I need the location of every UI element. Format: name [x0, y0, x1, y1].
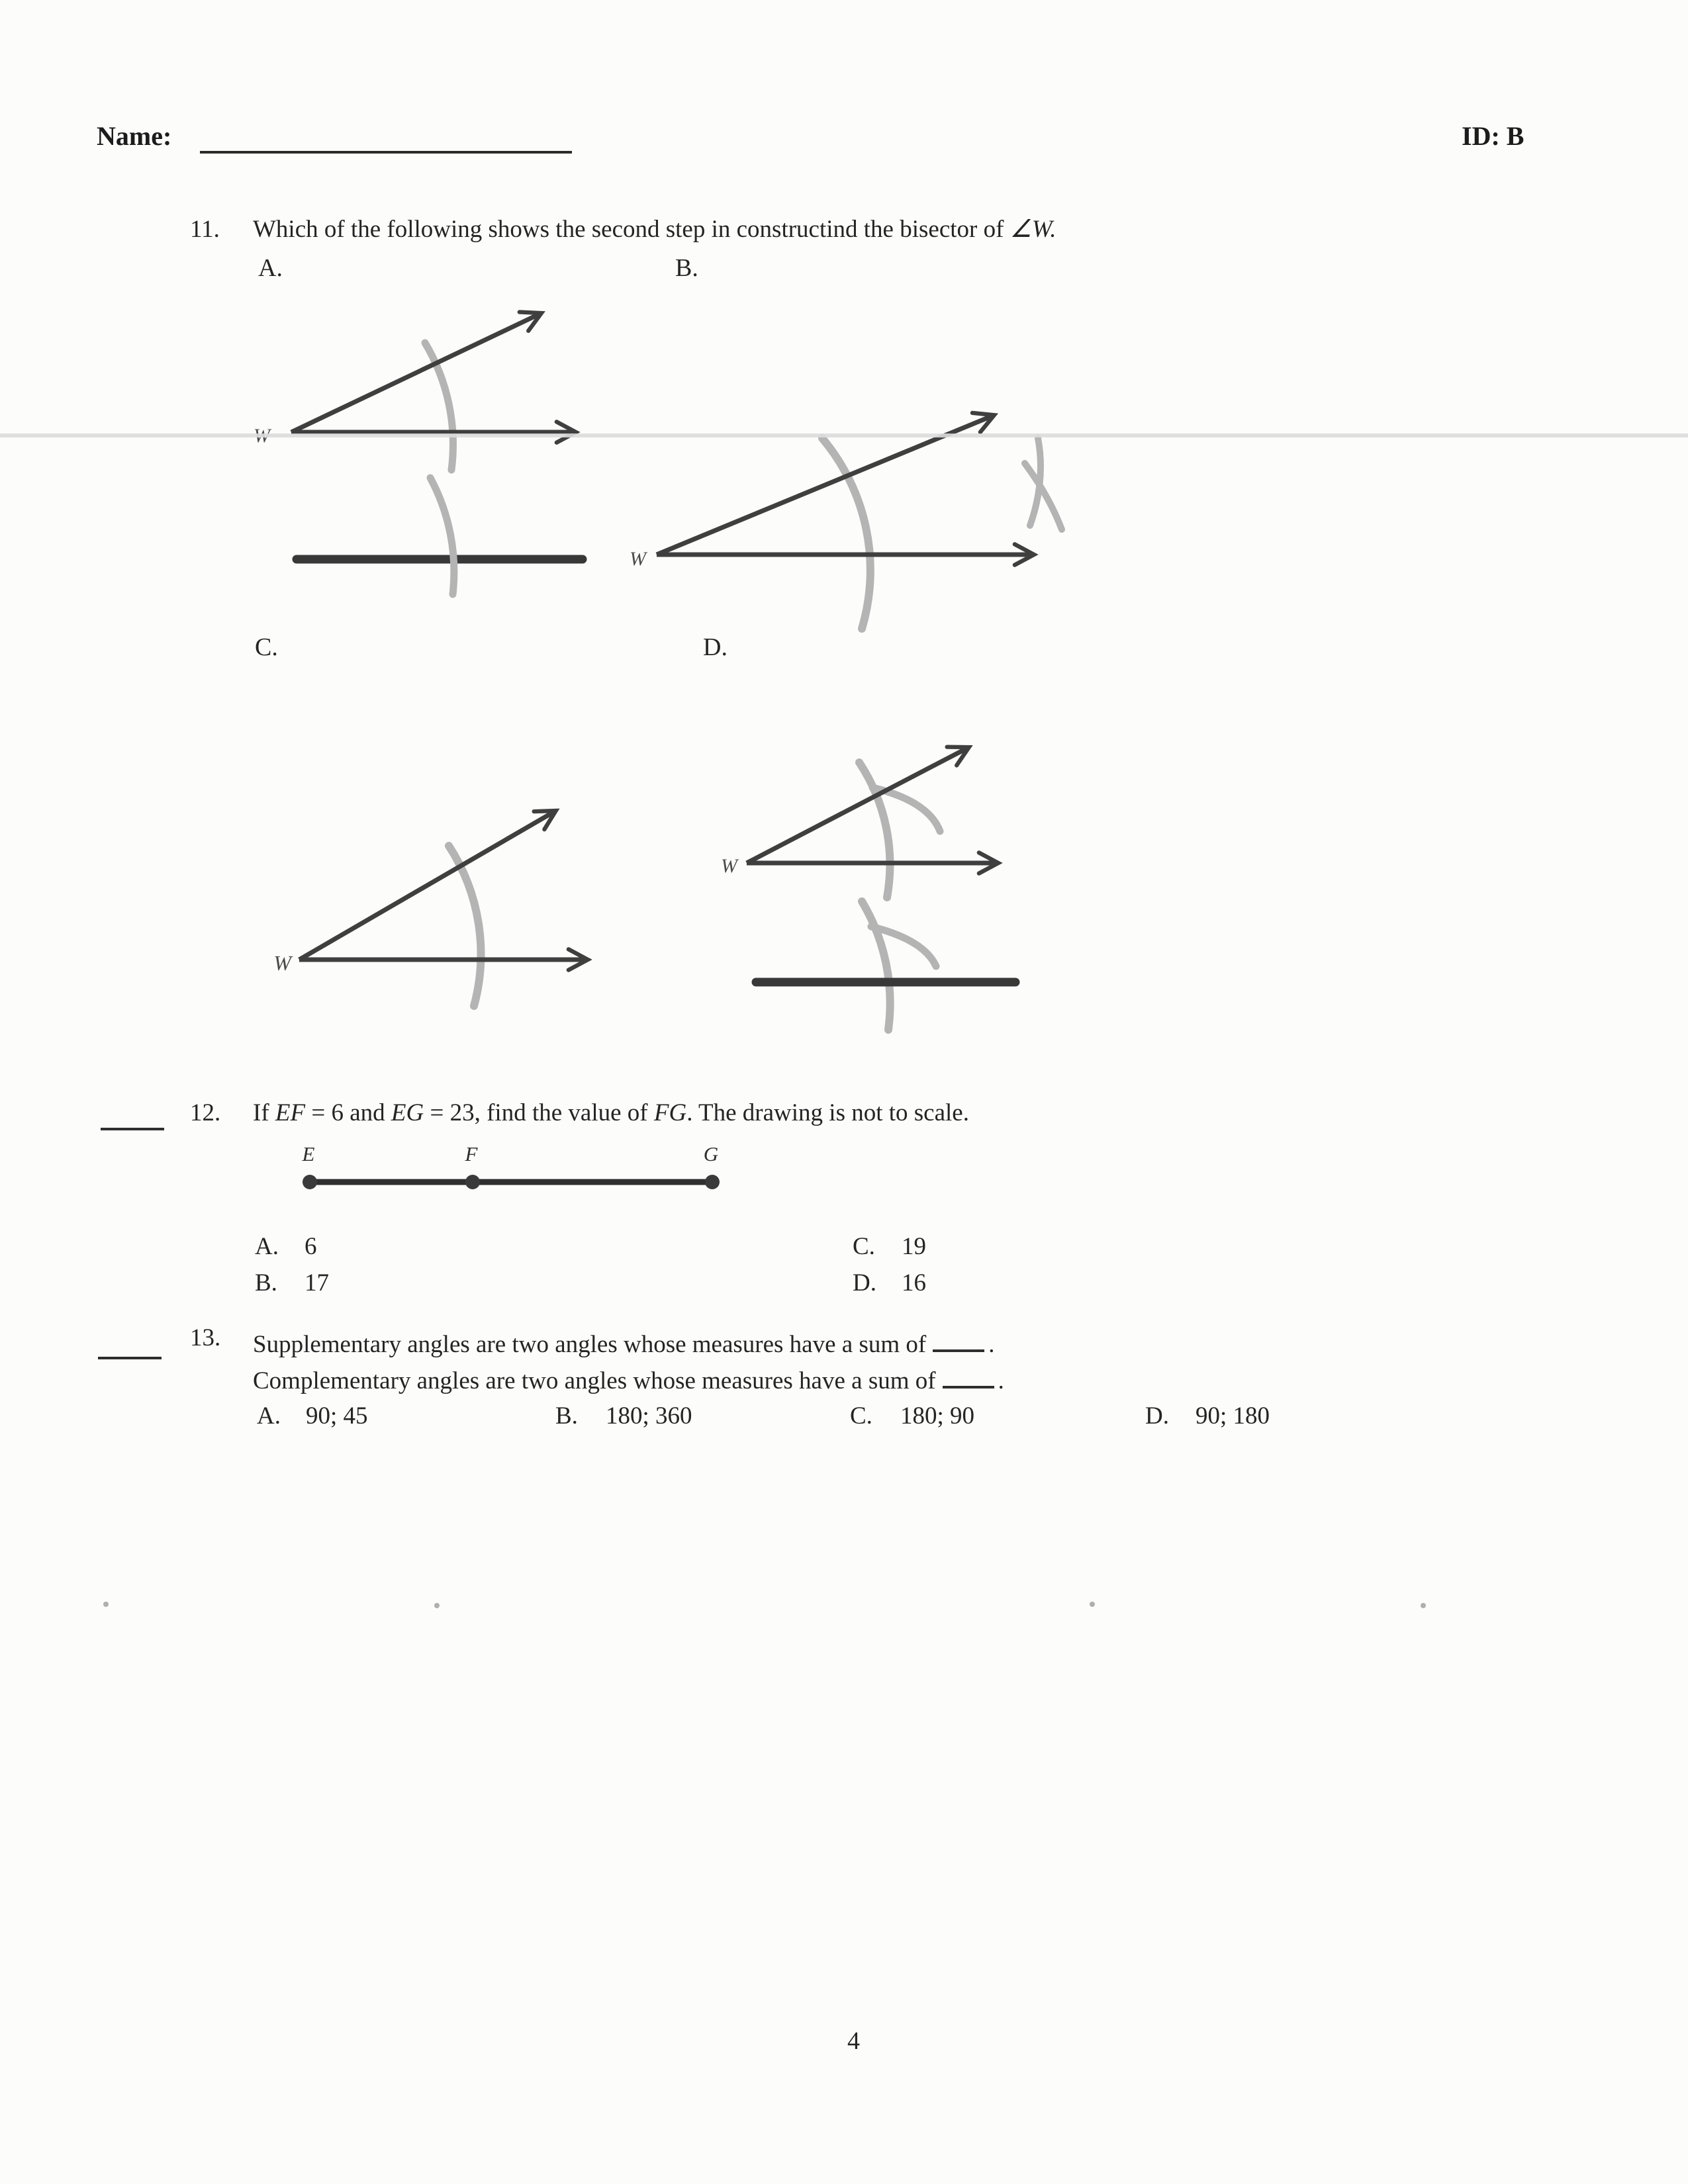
q12-option-a-label: A. [255, 1233, 279, 1260]
q13-option-c-value: 180; 90 [900, 1402, 975, 1430]
q12-text-part: If [253, 1099, 275, 1126]
figure-b-arc [822, 438, 870, 629]
q12-point-e [303, 1175, 317, 1189]
figure-b-vertex-label: W [630, 548, 646, 570]
figure-d-vertex-label: W [721, 855, 737, 877]
scan-speckles [103, 1602, 1426, 1608]
page-number: 4 [847, 2027, 860, 2055]
figure-a-vertex-label: W [254, 425, 270, 447]
name-label: Name: [97, 121, 172, 151]
q12-option-c-value: 19 [902, 1233, 926, 1260]
q12-segment-diagram [302, 1142, 720, 1189]
q13-line2-blank [943, 1360, 994, 1388]
q12-text-part: . The drawing is not to scale. [686, 1099, 969, 1126]
q13-number: 13. [190, 1324, 221, 1351]
figure-a [254, 314, 583, 594]
figure-c [273, 811, 586, 1006]
q12-label-g: G [703, 1142, 719, 1165]
figure-a-ray-diagonal [291, 314, 540, 432]
q12-term-ef: EF [275, 1099, 306, 1126]
q11-text [253, 215, 1056, 244]
q13-option-b-label: B. [555, 1402, 578, 1430]
q13-option-a-label: A. [257, 1402, 281, 1430]
q12-point-g [705, 1175, 720, 1189]
q12-option-d-value: 16 [902, 1269, 926, 1297]
q13-answer-blank [98, 1337, 162, 1359]
figure-d-ray-diagonal [747, 748, 968, 863]
q11-choice-label-d: D. [703, 633, 727, 661]
q13-option-d-label: D. [1145, 1402, 1169, 1430]
q12-option-c-label: C. [853, 1233, 875, 1260]
q12-option-b-value: 17 [305, 1269, 329, 1297]
q13-line1-text: Supplementary angles are two angles whose measures have a sum of [253, 1330, 927, 1358]
figure-a-arc [425, 343, 453, 470]
q13-line2-text: Complementary angles are two angles whose measures have a sum of [253, 1367, 936, 1394]
q13-option-a-value: 90; 45 [306, 1402, 368, 1430]
q13-option-c-label: C. [850, 1402, 872, 1430]
q13-line1 [253, 1324, 994, 1359]
q13-line1-blank [933, 1324, 984, 1352]
q11-number: 11. [190, 216, 220, 243]
id-label: ID: B [1462, 121, 1524, 151]
q12-text-part: = 23, find the value of [424, 1099, 654, 1126]
figure-b-cross-mark-1 [1030, 438, 1041, 525]
figure-d-segment-arc [862, 901, 890, 1030]
figure-c-vertex-label: W [273, 951, 291, 975]
q13-line2-period: . [998, 1367, 1004, 1394]
q13-option-d-value: 90; 180 [1196, 1402, 1270, 1430]
q11-text-main: Which of the following shows the second step in constructind the bisector of [253, 216, 1010, 243]
q12-text-part: = 6 and [305, 1099, 391, 1126]
figure-b-ray-diagonal [657, 416, 993, 555]
q13-option-b-value: 180; 360 [606, 1402, 692, 1430]
name-blank-underline [200, 118, 572, 154]
q12-number: 12. [190, 1099, 221, 1126]
q12-label-f: F [465, 1142, 478, 1165]
figure-d-second-arc [872, 788, 940, 831]
figure-b [630, 416, 1062, 629]
q11-choice-label-b: B. [675, 254, 698, 282]
figure-d-segment-second-arc [871, 927, 936, 966]
q13-line2 [253, 1360, 1004, 1396]
q12-term-fg: FG [653, 1099, 687, 1126]
figure-d [721, 748, 1015, 1030]
q12-option-b-label: B. [255, 1269, 277, 1297]
q12-term-eg: EG [391, 1099, 424, 1126]
figure-b-cross-mark-2 [1025, 463, 1062, 529]
figure-d-arc [859, 762, 890, 897]
q13-line1-period: . [988, 1330, 995, 1358]
q12-option-d-label: D. [853, 1269, 876, 1297]
q12-option-a-value: 6 [305, 1233, 317, 1260]
q11-choice-label-c: C. [255, 633, 278, 661]
figure-a-segment-arc [430, 478, 454, 594]
q11-choice-label-a: A. [258, 254, 283, 282]
figure-c-ray-diagonal [299, 811, 555, 960]
q12-answer-blank [101, 1108, 164, 1130]
q12-text [253, 1099, 969, 1128]
q11-angle-term: ∠W. [1009, 216, 1056, 243]
q12-label-e: E [302, 1142, 315, 1165]
figure-c-arc [449, 846, 481, 1006]
q12-point-f [465, 1175, 480, 1189]
